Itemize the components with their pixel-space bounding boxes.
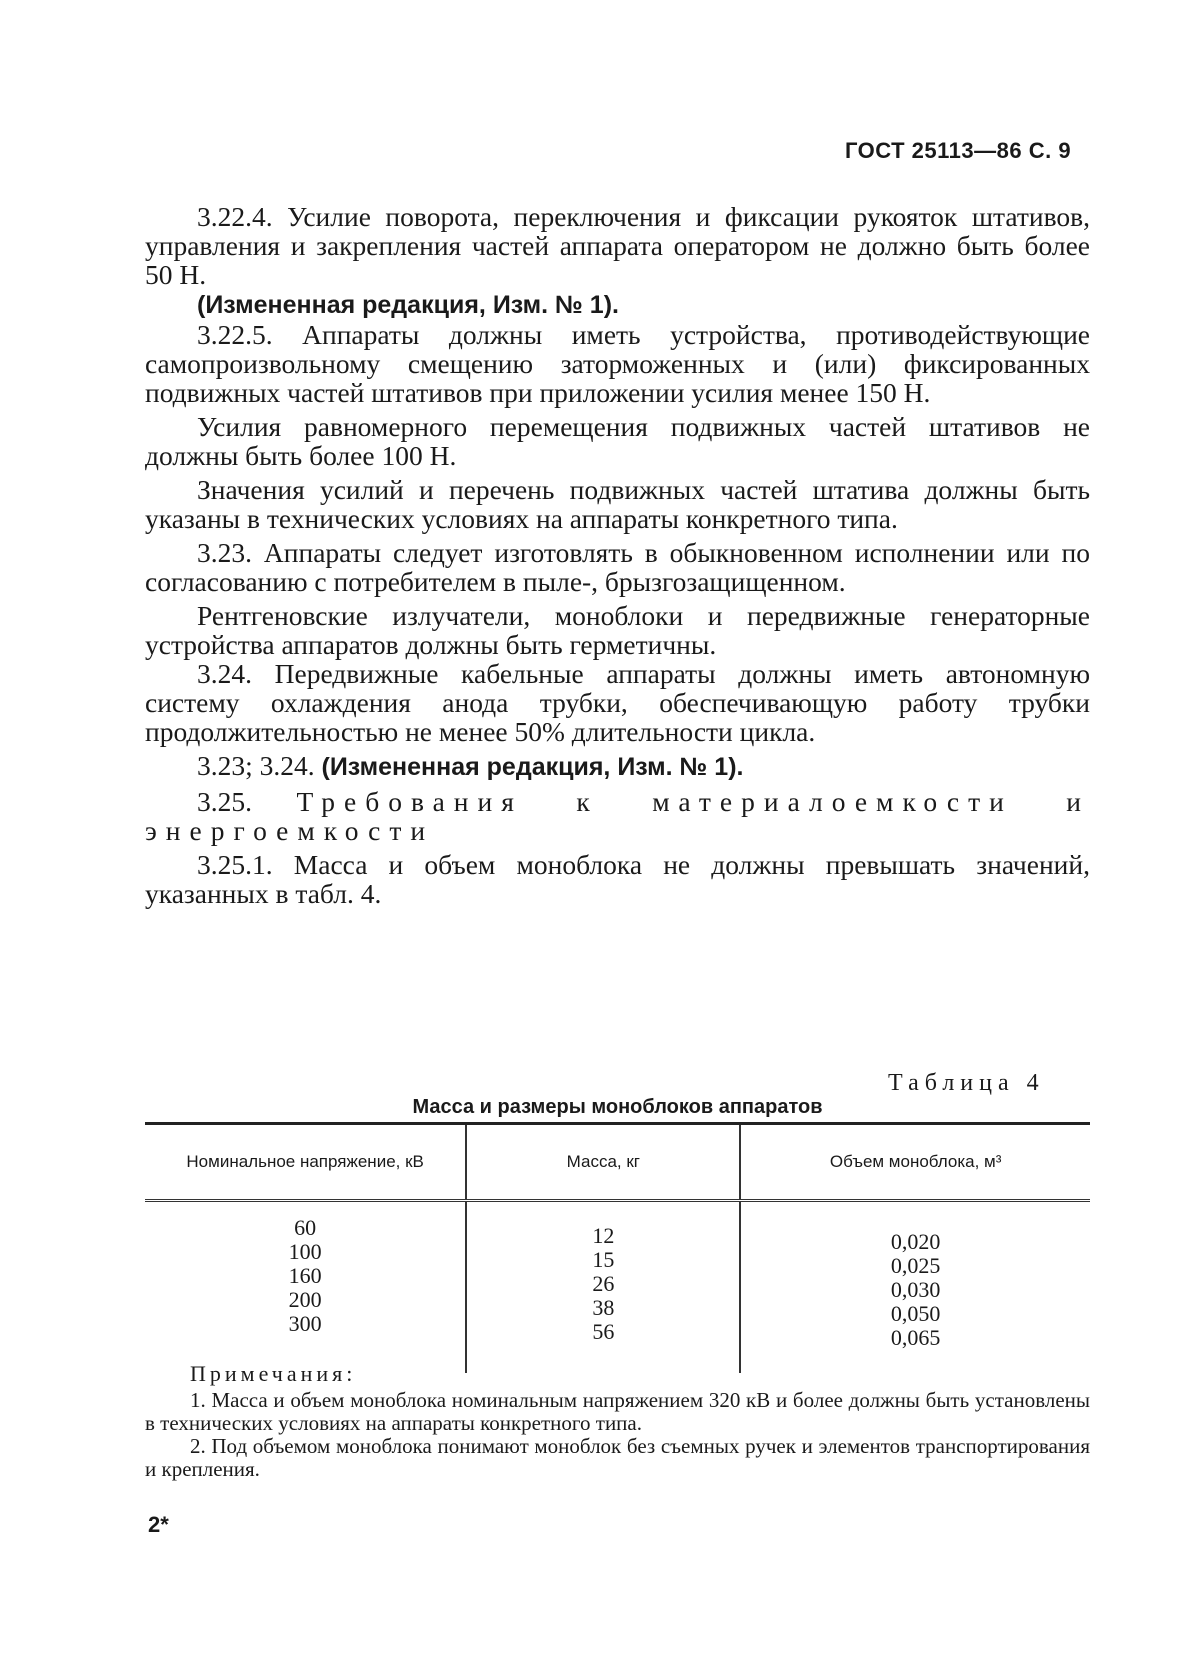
change-note-2	[145, 751, 1090, 782]
paragraph-force-uniform: Усилия равномерного перемещения подвижных частей штативов не должны быть более 100 Н.	[145, 411, 1090, 471]
paragraph-3-25	[145, 787, 1090, 845]
note-2: 2. Под объемом моноблока понимают моноблок без съемных ручек и элементов транспортирования и крепления.	[145, 1434, 1090, 1481]
data-table	[145, 1122, 1090, 1373]
header-volume: Объем моноблока, м³	[740, 1124, 1090, 1201]
table-title: Масса и размеры моноблоков аппаратов	[412, 1096, 823, 1118]
cell-mass-values: 12 15 26 38 56	[466, 1201, 740, 1374]
body-text	[145, 202, 1090, 908]
paragraph-3-22-5: 3.22.5. Аппараты должны иметь устройства, противодействующие самопроизвольному смещению заторможенных и (или) фиксированных подвижных частей штативов при приложении усилия менее 150 Н.	[145, 319, 1090, 408]
notes-section	[145, 1362, 1090, 1481]
document-header: ГОСТ 25113—86 С. 9	[845, 138, 1072, 163]
change-note-2-number: 3.23; 3.24.	[197, 750, 315, 781]
cell-volume-values: 0,020 0,025 0,030 0,050 0,065	[740, 1201, 1090, 1374]
note-1: 1. Масса и объем моноблока номинальным напряжением 320 кВ и более должны быть установлены в технических условиях на аппараты конкретного типа.	[145, 1388, 1090, 1435]
change-note-2-text: (Измененная редакция, Изм. № 1).	[321, 753, 744, 781]
table-header-row	[145, 1124, 1090, 1201]
signature-mark: 2*	[148, 1512, 169, 1537]
paragraph-3-25-1: 3.25.1. Масса и объем моноблока не должны превышать значений, указанных в табл. 4.	[145, 849, 1090, 909]
paragraph-3-24: 3.24. Передвижные кабельные аппараты должны иметь автономную систему охлаждения анода трубки, обеспечивающую работу трубки продолжительностью не менее 50% длительности цикла.	[145, 658, 1090, 747]
notes-heading: Примечания:	[190, 1361, 357, 1386]
paragraph-3-25-number: 3.25.	[197, 786, 252, 817]
cell-voltage-values: 60 100 160 200 300	[288, 1215, 322, 1336]
paragraph-3-23: 3.23. Аппараты следует изготовлять в обыкновенном исполнении или по согласованию с потребителем в пыле-, брызгозащищенном.	[145, 537, 1090, 597]
header-voltage: Номинальное напряжение, кВ	[145, 1124, 466, 1201]
table-row	[145, 1201, 1090, 1374]
paragraph-force-values: Значения усилий и перечень подвижных частей штатива должны быть указаны в технических условиях на аппараты конкретного типа.	[145, 474, 1090, 534]
paragraph-3-22-4: 3.22.4. Усилие поворота, переключения и фиксации рукояток штативов, управления и закрепления частей аппарата оператором не должно быть более 50 Н.	[145, 201, 1090, 290]
paragraph-hermetic: Рентгеновские излучатели, моноблоки и передвижные генераторные устройства аппаратов должны быть герметичны.	[145, 600, 1090, 660]
table-caption: Таблица 4	[888, 1070, 1045, 1096]
change-note-text: (Измененная редакция, Изм. № 1).	[197, 291, 619, 319]
section-heading-requirements: Требования к материалоемкости и энергоемкости	[145, 786, 1091, 846]
change-note	[145, 289, 1090, 320]
header-mass: Масса, кг	[466, 1124, 740, 1201]
